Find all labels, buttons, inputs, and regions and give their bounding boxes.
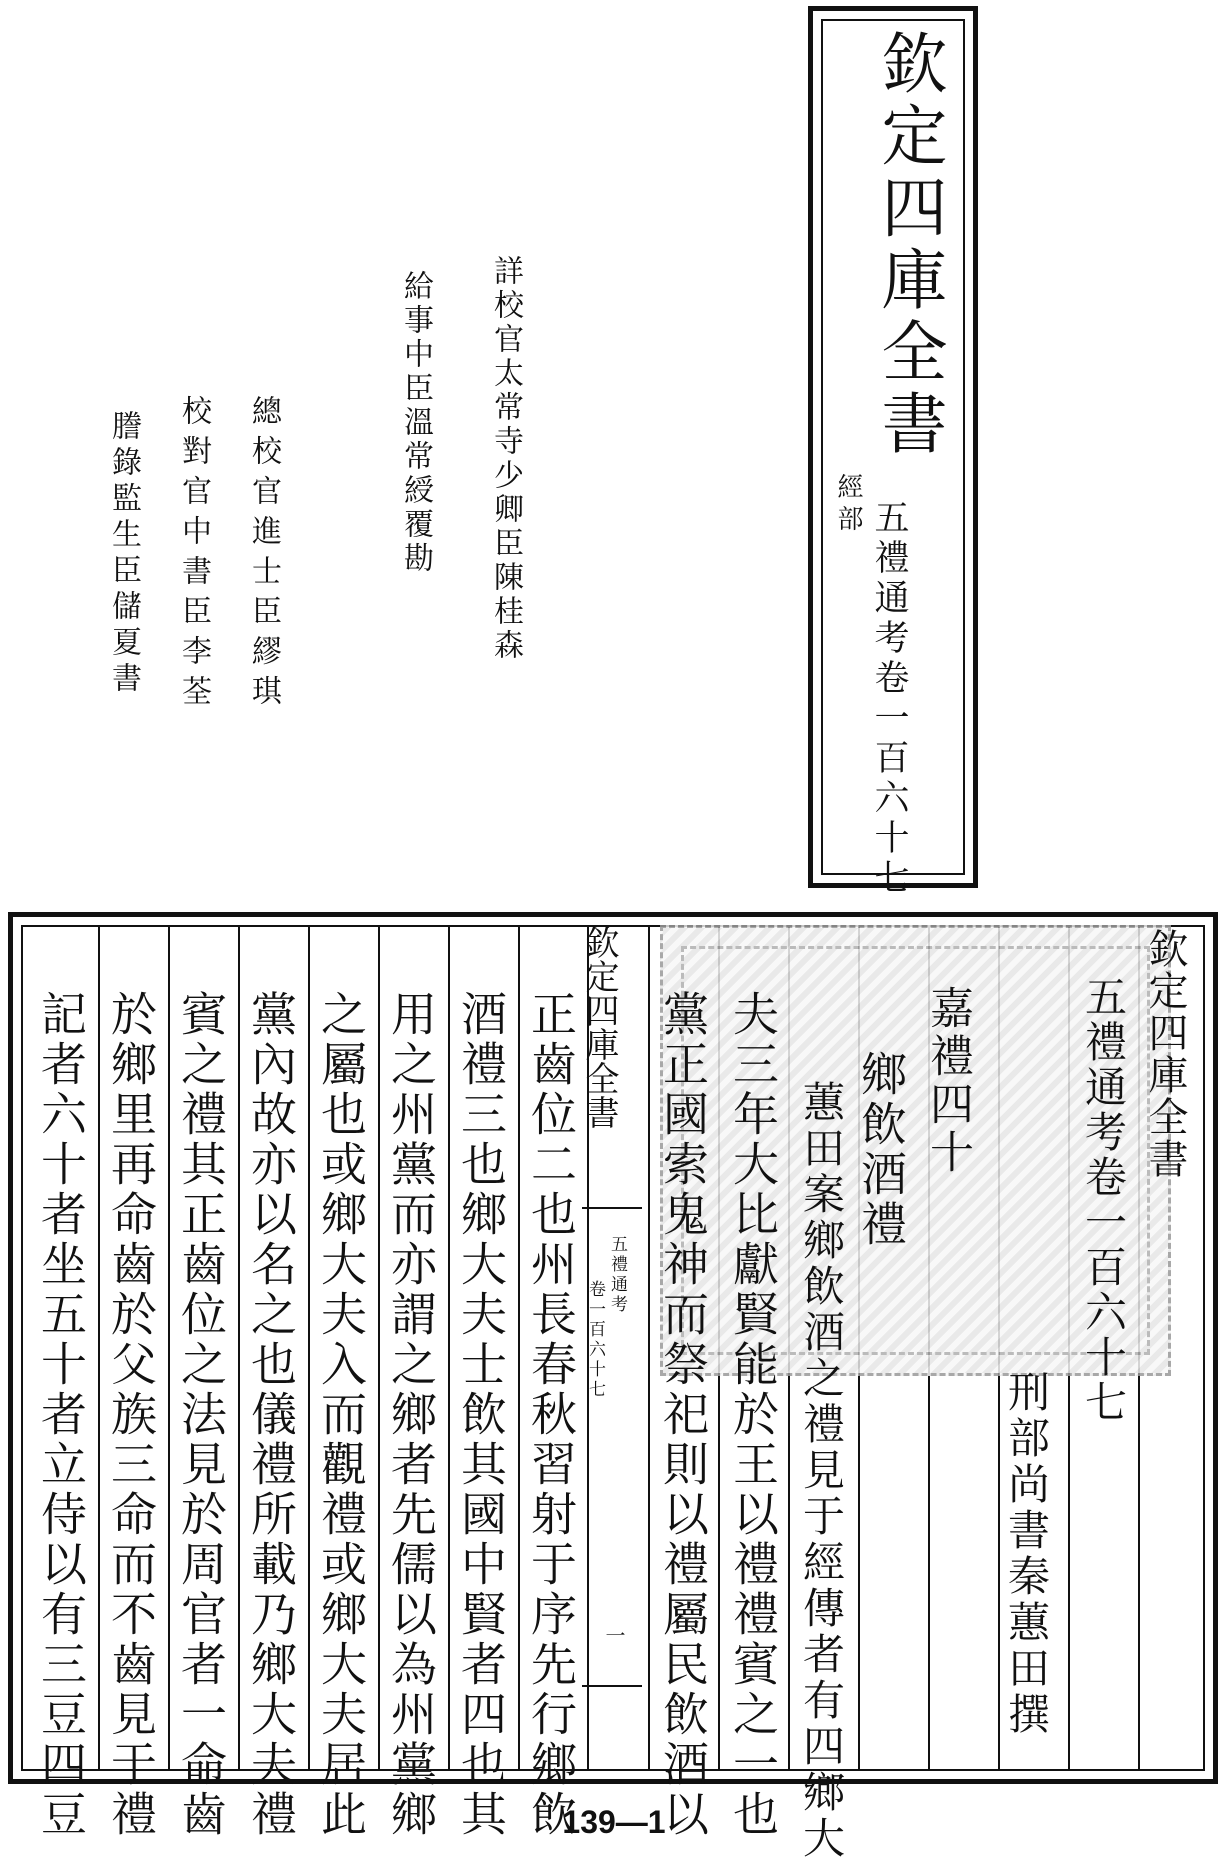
body-column: 用之州黨而亦謂之鄉者先儒以為州黨鄉 (384, 990, 438, 1840)
page-header: 欽定四庫全書 (1142, 928, 1188, 1180)
column-rule (378, 925, 380, 1771)
chapter-heading: 鄉飲酒禮 (854, 1050, 908, 1250)
credit-supervisor: 給事中臣溫常綬覆勘 (398, 270, 433, 576)
credit-copyist: 謄錄監生臣儲夏書 (106, 410, 141, 698)
column-rule (448, 925, 450, 1771)
column-rule (308, 925, 310, 1771)
plaque-volume: 五禮通考卷一百六十七 (869, 499, 909, 899)
page-number: 139—1 (562, 1804, 666, 1840)
fold-rule (582, 1685, 642, 1687)
title-plaque (808, 6, 978, 899)
column-rule (648, 925, 650, 1771)
plaque-department: 經部 (833, 473, 863, 537)
body-column: 黨內故亦以名之也儀禮所載乃鄉大夫禮 (244, 990, 298, 1840)
body-column: 記者六十者坐五十者立侍以有三豆四豆 (34, 990, 88, 1840)
body-column: 之屬也或鄉大夫入而觀禮或鄉大夫居此 (314, 990, 368, 1840)
credit-chief-collator: 總校官進士臣繆琪 (246, 395, 281, 715)
body-column: 夫三年大比獻賢能於王以禮禮賓之一也 (726, 990, 780, 1840)
body-column: 黨正國索鬼神而祭祀則以禮屬民飲酒以 (656, 990, 710, 1840)
author-line: 刑部尚書秦蕙田撰 (1002, 1370, 1051, 1738)
fold-volume: 卷一百六十七 (585, 1280, 605, 1400)
body-column: 正齒位二也州長春秋習射于序先行鄉飲 (524, 990, 578, 1840)
credit-proofreader: 校對官中書臣李荃 (176, 395, 211, 715)
column-rule (238, 925, 240, 1771)
fold-title: 欽定四庫全書 (579, 925, 619, 1129)
fold-rule (582, 1207, 642, 1209)
fold-page-number: 一 (602, 1625, 626, 1645)
column-rule (168, 925, 170, 1771)
column-rule (518, 925, 520, 1771)
column-rule (98, 925, 100, 1771)
fold-book: 五禮通考 (607, 1235, 627, 1315)
credit-detailed-collator: 詳校官太常寺少卿臣陳桂森 (488, 255, 523, 663)
section-heading: 嘉禮四十 (922, 985, 973, 1177)
fold-strip (579, 925, 642, 1770)
plaque-title: 欽定四庫全書 (870, 29, 947, 461)
book-volume-line: 五禮通考卷一百六十七 (1079, 975, 1128, 1425)
body-column: 蕙田案鄉飲酒之禮見于經傳者有四鄉大 (797, 1080, 846, 1862)
body-column: 賓之禮其正齒位之法見於周官者一命齒 (174, 990, 228, 1840)
body-column: 於鄉里再命齒於父族三命而不齒見于禮 (104, 990, 158, 1840)
body-column: 酒禮三也鄉大夫士飲其國中賢者四也其 (454, 990, 508, 1840)
